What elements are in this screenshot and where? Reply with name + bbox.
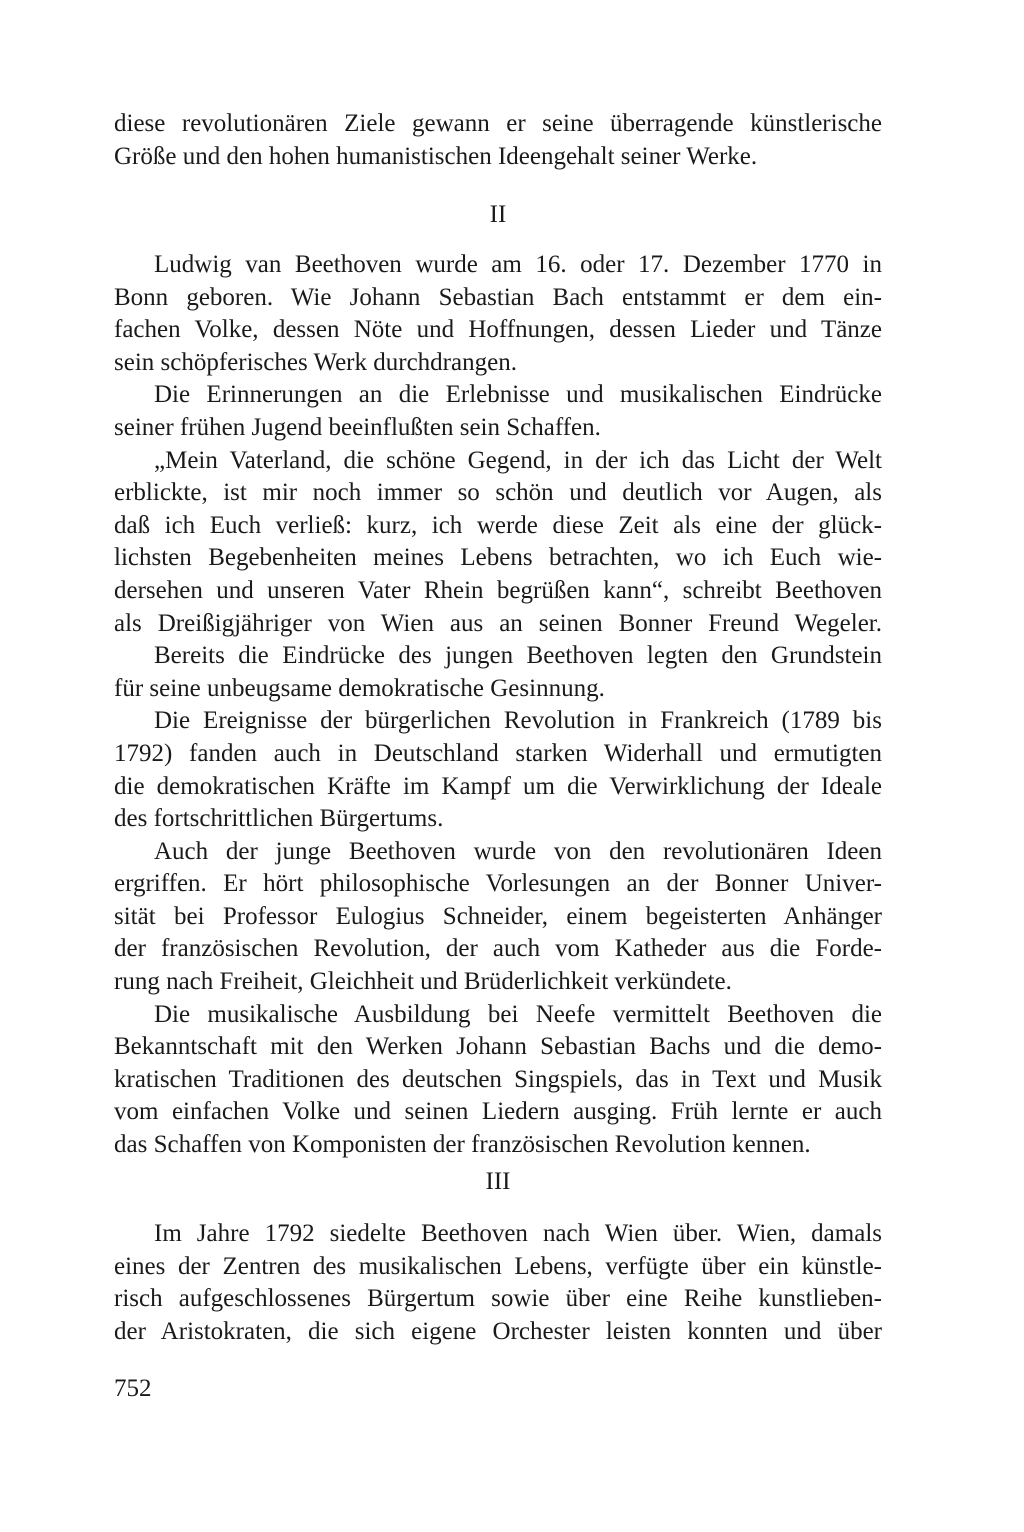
- text-line: Die Erinnerungen an die Erlebnisse und musikalischen Eindrücke: [154, 381, 882, 409]
- text-line: diese revolutionären Ziele gewann er seine überragende künstlerische: [114, 110, 882, 137]
- text-line: Die Ereignisse der bürgerlichen Revolution in Frankreich (1789 bis: [154, 707, 882, 735]
- section-2-body: [114, 249, 882, 1162]
- text-line: das Schaffen von Komponisten der französischen Revolution kennen.: [114, 1131, 811, 1159]
- section-heading-ii: II: [489, 201, 507, 228]
- text-line: der französischen Revolution, der auch vom Katheder aus die Forde-: [114, 935, 882, 963]
- text-line: der Aristokraten, die sich eigene Orchester leisten konnten und über: [114, 1317, 882, 1345]
- text-line: Bereits die Eindrücke des jungen Beethoven legten den Grundstein: [154, 642, 882, 670]
- text-line: die demokratischen Kräfte im Kampf um die Verwirklichung der Ideale: [114, 772, 882, 800]
- text-line: Die musikalische Ausbildung bei Neefe vermittelt Beethoven die: [154, 1000, 882, 1028]
- text-line: Im Jahre 1792 siedelte Beethoven nach Wien über. Wien, damals: [154, 1220, 882, 1247]
- text-line: risch aufgeschlossenes Bürgertum sowie über eine Reihe kunstlieben-: [114, 1285, 882, 1313]
- text-line: für seine unbeugsame demokratische Gesinnung.: [114, 674, 605, 702]
- text-line: Bekanntschaft mit den Werken Johann Sebastian Bachs und die demo-: [114, 1033, 882, 1061]
- text-line: sein schöpferisches Werk durchdrangen.: [114, 348, 517, 376]
- page-number: 752: [114, 1375, 152, 1402]
- text-line: ergriffen. Er hört philosophische Vorlesungen an der Bonner Univer-: [114, 870, 882, 898]
- text-line: 1792) fanden auch in Deutschland starken Widerhall und ermutigten: [114, 739, 882, 767]
- text-line: erblickte, ist mir noch immer so schön und deutlich vor Augen, als: [114, 479, 882, 507]
- text-line: Ludwig van Beethoven wurde am 16. oder 17. Dezember 1770 in: [154, 251, 882, 278]
- text-line: dersehen und unseren Vater Rhein begrüßen kann“, schreibt Beethoven: [114, 576, 882, 604]
- text-line: lichsten Begebenheiten meines Lebens betrachten, wo ich Euch wie-: [114, 544, 882, 572]
- text-line: sität bei Professor Eulogius Schneider, einem begeisterten Anhänger: [114, 902, 882, 930]
- text-line: des fortschrittlichen Bürgertums.: [114, 805, 444, 833]
- text-line: daß ich Euch verließ: kurz, ich werde diese Zeit als eine der glück-: [114, 511, 882, 539]
- text-line: kratischen Traditionen des deutschen Singspiels, das in Text und Musik: [114, 1065, 882, 1093]
- text-line: fachen Volke, dessen Nöte und Hoffnungen, dessen Lieder und Tänze: [114, 316, 882, 344]
- text-line: „Mein Vaterland, die schöne Gegend, in der ich das Licht der Welt: [154, 446, 882, 474]
- text-line: Größe und den hohen humanistischen Ideengehalt seiner Werke.: [114, 142, 758, 170]
- text-line: rung nach Freiheit, Gleichheit und Brüderlichkeit verkündete.: [114, 968, 732, 996]
- text-line: vom einfachen Volke und seinen Liedern ausging. Früh lernte er auch: [114, 1098, 882, 1126]
- text-line: eines der Zentren des musikalischen Lebens, verfügte über ein künstle-: [114, 1252, 882, 1280]
- text-line: Auch der junge Beethoven wurde von den revolutionären Ideen: [154, 837, 882, 865]
- section-3-body: [114, 1218, 882, 1348]
- text-line: Bonn geboren. Wie Johann Sebastian Bach entstammt er dem ein-: [114, 283, 882, 311]
- intro-paragraph: [114, 108, 882, 173]
- text-line: seiner frühen Jugend beeinflußten sein Schaffen.: [114, 413, 601, 441]
- section-heading-iii: III: [485, 1168, 511, 1195]
- text-line: als Dreißigjähriger von Wien aus an seinen Bonner Freund Wegeler.: [114, 609, 882, 637]
